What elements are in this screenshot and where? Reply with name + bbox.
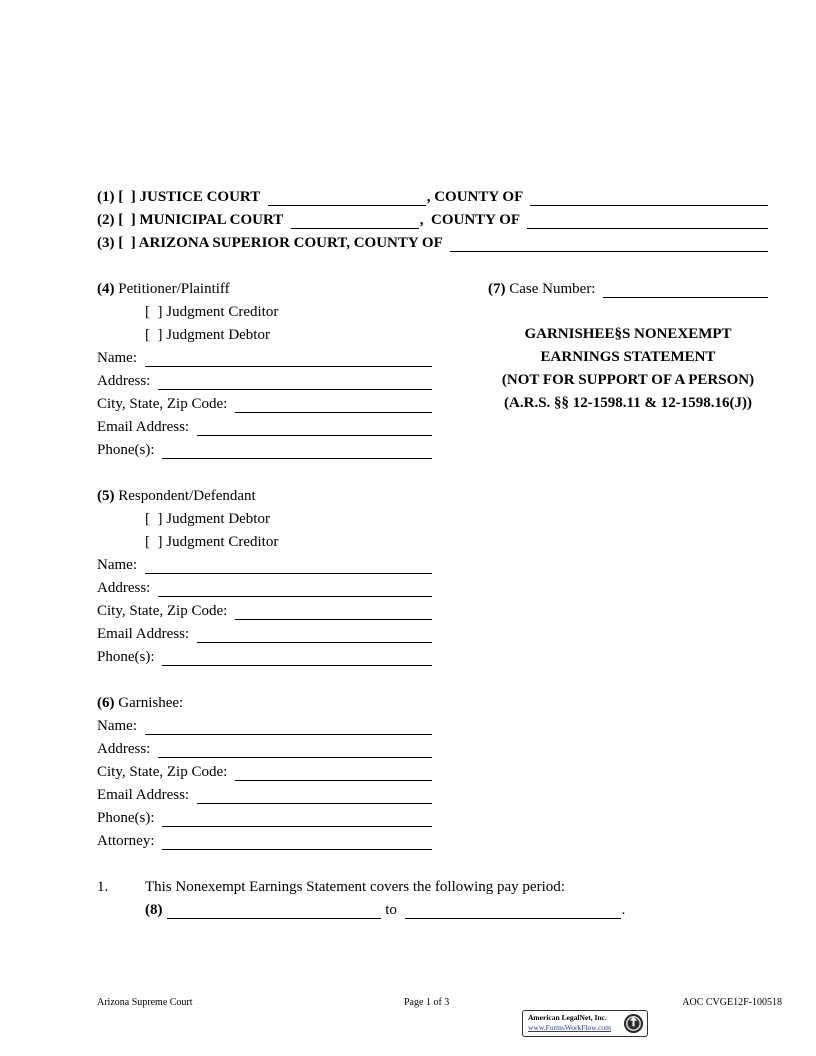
field-label: City, State, Zip Code: bbox=[97, 764, 232, 780]
field-label: Name: bbox=[97, 718, 141, 734]
pay-period-num: (8) bbox=[145, 902, 163, 918]
legalnet-logo[interactable] bbox=[522, 1010, 648, 1037]
field-label: Email Address: bbox=[97, 626, 193, 642]
garnishee-city-field[interactable] bbox=[235, 766, 432, 781]
garnishee-phone-field[interactable] bbox=[162, 812, 432, 827]
respondent-address-field[interactable] bbox=[158, 582, 432, 597]
field-label: Name: bbox=[97, 350, 141, 366]
municipal-county-field[interactable] bbox=[527, 214, 768, 229]
petitioner-email-field[interactable] bbox=[197, 421, 432, 436]
pay-period-to-label: to bbox=[381, 902, 401, 918]
garnishee-attorney-field[interactable] bbox=[162, 835, 432, 850]
respondent-phone-field[interactable] bbox=[162, 651, 432, 666]
petitioner-option-creditor[interactable]: [ ] Judgment Creditor bbox=[145, 304, 279, 320]
respondent-city-row bbox=[97, 602, 433, 620]
case-number-row bbox=[488, 280, 769, 298]
court-line-superior bbox=[97, 234, 769, 252]
field-label: Name: bbox=[97, 557, 141, 573]
garnishee-email-row bbox=[97, 786, 433, 804]
garnishee-phone-row bbox=[97, 809, 433, 827]
form-title-line: EARNINGS STATEMENT bbox=[540, 349, 716, 365]
field-label: Phone(s): bbox=[97, 442, 159, 458]
field-label: Address: bbox=[97, 580, 155, 596]
respondent-option-creditor[interactable]: [ ] Judgment Creditor bbox=[145, 534, 279, 550]
field-label: City, State, Zip Code: bbox=[97, 603, 232, 619]
pay-period-start-field[interactable] bbox=[167, 904, 381, 919]
petitioner-city-row bbox=[97, 395, 433, 413]
globe-arrow-icon bbox=[623, 1013, 644, 1034]
item1-text: This Nonexempt Earnings Statement covers the following pay period: bbox=[145, 879, 565, 895]
pay-period-row bbox=[145, 901, 635, 919]
pay-period-end-field[interactable] bbox=[405, 904, 621, 919]
garnishee-address-row bbox=[97, 740, 433, 758]
case-number-field[interactable] bbox=[603, 283, 768, 298]
field-label: City, State, Zip Code: bbox=[97, 396, 232, 412]
municipal-court-field[interactable] bbox=[291, 214, 419, 229]
court-num: (1) bbox=[97, 189, 115, 205]
field-label: Address: bbox=[97, 373, 155, 389]
form-title-line: (A.R.S. §§ 12-1598.11 & 12-1598.16(J)) bbox=[504, 395, 752, 411]
form-title-line: GARNISHEE§S NONEXEMPT bbox=[524, 326, 732, 342]
respondent-option-debtor[interactable]: [ ] Judgment Debtor bbox=[145, 511, 270, 527]
respondent-city-field[interactable] bbox=[235, 605, 432, 620]
logo-company-text: American LegalNet, Inc. bbox=[528, 1013, 607, 1022]
field-label: Phone(s): bbox=[97, 649, 159, 665]
petitioner-phone-field[interactable] bbox=[162, 444, 432, 459]
logo-url-link[interactable]: www.FormsWorkFlow.com bbox=[528, 1023, 612, 1032]
field-label: Email Address: bbox=[97, 419, 193, 435]
court-label: [ ] ARIZONA SUPERIOR COURT, COUNTY OF bbox=[114, 235, 446, 251]
field-label: Address: bbox=[97, 741, 155, 757]
garnishee-city-row bbox=[97, 763, 433, 781]
footer-left: Arizona Supreme Court bbox=[97, 997, 193, 1008]
garnishee-heading: (6) Garnishee: bbox=[97, 695, 184, 711]
field-label: Phone(s): bbox=[97, 810, 159, 826]
petitioner-heading: (4) Petitioner/Plaintiff bbox=[97, 281, 230, 297]
item1-number: 1. bbox=[97, 879, 109, 895]
petitioner-address-field[interactable] bbox=[158, 375, 432, 390]
court-num: (3) bbox=[97, 235, 115, 251]
petitioner-name-row bbox=[97, 349, 433, 367]
field-label: Email Address: bbox=[97, 787, 193, 803]
court-num: (2) bbox=[97, 212, 115, 228]
pay-period-end-mark: . bbox=[621, 902, 626, 918]
case-number-num: (7) bbox=[488, 281, 506, 297]
petitioner-city-field[interactable] bbox=[235, 398, 432, 413]
justice-court-field[interactable] bbox=[268, 191, 426, 206]
form-title bbox=[484, 323, 772, 415]
respondent-heading: (5) Respondent/Defendant bbox=[97, 488, 256, 504]
garnishee-name-field[interactable] bbox=[145, 720, 432, 735]
petitioner-option-debtor[interactable]: [ ] Judgment Debtor bbox=[145, 327, 270, 343]
garnishee-address-field[interactable] bbox=[158, 743, 432, 758]
court-line-municipal bbox=[97, 211, 769, 229]
garnishee-name-row bbox=[97, 717, 433, 735]
court-label: [ ] JUSTICE COURT bbox=[114, 189, 264, 205]
respondent-address-row bbox=[97, 579, 433, 597]
case-number-label: Case Number: bbox=[505, 281, 600, 297]
field-label: Attorney: bbox=[97, 833, 159, 849]
respondent-phone-row bbox=[97, 648, 433, 666]
garnishee-email-field[interactable] bbox=[197, 789, 432, 804]
court-label: [ ] MUNICIPAL COURT bbox=[114, 212, 287, 228]
county-label: , COUNTY OF bbox=[419, 212, 524, 228]
garnishee-attorney-row bbox=[97, 832, 433, 850]
footer-page-number: Page 1 of 3 bbox=[404, 997, 450, 1008]
petitioner-phone-row bbox=[97, 441, 433, 459]
respondent-email-field[interactable] bbox=[197, 628, 432, 643]
respondent-name-field[interactable] bbox=[145, 559, 432, 574]
county-label: , COUNTY OF bbox=[426, 189, 527, 205]
court-line-justice bbox=[97, 188, 769, 206]
respondent-email-row bbox=[97, 625, 433, 643]
justice-county-field[interactable] bbox=[530, 191, 768, 206]
petitioner-address-row bbox=[97, 372, 433, 390]
petitioner-email-row bbox=[97, 418, 433, 436]
respondent-name-row bbox=[97, 556, 433, 574]
footer-form-code: AOC CVGE12F-100518 bbox=[682, 997, 782, 1008]
superior-county-field[interactable] bbox=[450, 237, 768, 252]
petitioner-name-field[interactable] bbox=[145, 352, 432, 367]
form-title-line: (NOT FOR SUPPORT OF A PERSON) bbox=[501, 372, 755, 388]
